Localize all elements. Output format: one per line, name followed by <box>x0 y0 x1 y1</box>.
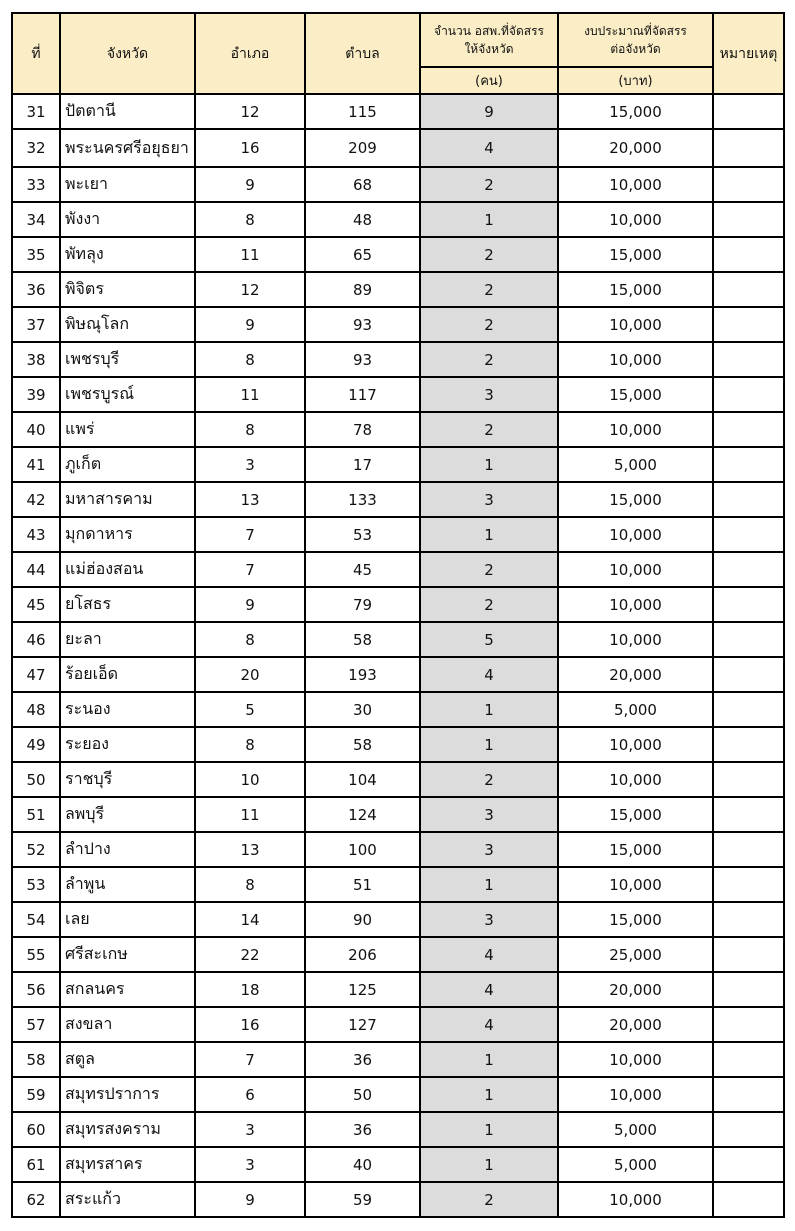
cell-volunteers: 9 <box>420 94 558 129</box>
cell-remark <box>713 727 784 762</box>
table-row <box>12 587 784 622</box>
cell-subdistrict: 125 <box>305 972 420 1007</box>
cell-budget: 10,000 <box>558 552 713 587</box>
cell-volunteers: 1 <box>420 1147 558 1182</box>
allocation-table <box>11 12 785 1218</box>
cell-subdistrict: 124 <box>305 797 420 832</box>
cell-subdistrict: 30 <box>305 692 420 727</box>
cell-district: 3 <box>195 1112 305 1147</box>
cell-remark <box>713 587 784 622</box>
cell-volunteers: 2 <box>420 342 558 377</box>
cell-remark <box>713 972 784 1007</box>
cell-subdistrict: 50 <box>305 1077 420 1112</box>
cell-no: 44 <box>12 552 60 587</box>
cell-remark <box>713 762 784 797</box>
table-row <box>12 622 784 657</box>
cell-subdistrict: 117 <box>305 377 420 412</box>
cell-budget: 10,000 <box>558 587 713 622</box>
cell-remark <box>713 937 784 972</box>
table-row <box>12 692 784 727</box>
cell-volunteers: 3 <box>420 902 558 937</box>
cell-remark <box>713 412 784 447</box>
cell-district: 12 <box>195 272 305 307</box>
cell-district: 8 <box>195 342 305 377</box>
cell-remark <box>713 129 784 167</box>
cell-budget: 15,000 <box>558 237 713 272</box>
cell-district: 16 <box>195 1007 305 1042</box>
cell-remark <box>713 1007 784 1042</box>
cell-no: 33 <box>12 167 60 202</box>
table-row <box>12 237 784 272</box>
cell-district: 8 <box>195 202 305 237</box>
cell-subdistrict: 100 <box>305 832 420 867</box>
cell-subdistrict: 89 <box>305 272 420 307</box>
cell-no: 56 <box>12 972 60 1007</box>
header-remark: หมายเหตุ <box>713 13 784 94</box>
cell-remark <box>713 94 784 129</box>
cell-no: 41 <box>12 447 60 482</box>
cell-remark <box>713 1147 784 1182</box>
cell-budget: 10,000 <box>558 1042 713 1077</box>
table-row <box>12 412 784 447</box>
table-row <box>12 1112 784 1147</box>
cell-province: พิจิตร <box>60 272 195 307</box>
cell-budget: 20,000 <box>558 657 713 692</box>
table-row <box>12 972 784 1007</box>
cell-district: 9 <box>195 1182 305 1217</box>
cell-no: 37 <box>12 307 60 342</box>
cell-remark <box>713 552 784 587</box>
cell-no: 52 <box>12 832 60 867</box>
header-subdistrict: ตำบล <box>305 13 420 94</box>
table-row <box>12 1007 784 1042</box>
cell-district: 18 <box>195 972 305 1007</box>
cell-province: ระยอง <box>60 727 195 762</box>
cell-province: เพชรบุรี <box>60 342 195 377</box>
cell-no: 43 <box>12 517 60 552</box>
cell-province: ร้อยเอ็ด <box>60 657 195 692</box>
cell-no: 49 <box>12 727 60 762</box>
cell-budget: 25,000 <box>558 937 713 972</box>
cell-district: 13 <box>195 482 305 517</box>
cell-no: 53 <box>12 867 60 902</box>
header-volunteers-line2: ให้จังหวัด <box>464 42 514 56</box>
cell-district: 10 <box>195 762 305 797</box>
cell-no: 34 <box>12 202 60 237</box>
cell-remark <box>713 202 784 237</box>
cell-no: 39 <box>12 377 60 412</box>
cell-volunteers: 3 <box>420 797 558 832</box>
cell-province: ยะลา <box>60 622 195 657</box>
cell-no: 54 <box>12 902 60 937</box>
table-row <box>12 447 784 482</box>
cell-budget: 10,000 <box>558 342 713 377</box>
cell-district: 9 <box>195 587 305 622</box>
cell-province: สกลนคร <box>60 972 195 1007</box>
header-no: ที่ <box>12 13 60 94</box>
table-row <box>12 867 784 902</box>
header-volunteers-unit: (คน) <box>420 67 558 94</box>
header-budget-line1: งบประมาณที่จัดสรร <box>584 24 687 38</box>
cell-budget: 10,000 <box>558 307 713 342</box>
cell-volunteers: 2 <box>420 587 558 622</box>
header-budget <box>558 13 713 67</box>
cell-volunteers: 5 <box>420 622 558 657</box>
table-row <box>12 272 784 307</box>
cell-volunteers: 1 <box>420 867 558 902</box>
cell-volunteers: 1 <box>420 517 558 552</box>
table-row <box>12 657 784 692</box>
cell-remark <box>713 692 784 727</box>
header-volunteers-line1: จำนวน อสพ.ที่จัดสรร <box>434 24 544 38</box>
cell-no: 55 <box>12 937 60 972</box>
cell-district: 7 <box>195 1042 305 1077</box>
cell-volunteers: 3 <box>420 377 558 412</box>
cell-province: สมุทรสาคร <box>60 1147 195 1182</box>
cell-subdistrict: 90 <box>305 902 420 937</box>
cell-budget: 10,000 <box>558 1182 713 1217</box>
cell-province: แม่ฮ่องสอน <box>60 552 195 587</box>
cell-province: แพร่ <box>60 412 195 447</box>
table-row <box>12 517 784 552</box>
cell-province: ราชบุรี <box>60 762 195 797</box>
cell-volunteers: 1 <box>420 447 558 482</box>
cell-subdistrict: 65 <box>305 237 420 272</box>
table-row <box>12 902 784 937</box>
cell-remark <box>713 657 784 692</box>
cell-subdistrict: 115 <box>305 94 420 129</box>
cell-remark <box>713 342 784 377</box>
cell-district: 12 <box>195 94 305 129</box>
cell-remark <box>713 1112 784 1147</box>
cell-district: 11 <box>195 237 305 272</box>
table-row <box>12 342 784 377</box>
cell-subdistrict: 127 <box>305 1007 420 1042</box>
cell-budget: 20,000 <box>558 972 713 1007</box>
cell-no: 35 <box>12 237 60 272</box>
cell-no: 51 <box>12 797 60 832</box>
cell-province: ปัตตานี <box>60 94 195 129</box>
cell-budget: 10,000 <box>558 727 713 762</box>
cell-remark <box>713 902 784 937</box>
cell-province: มุกดาหาร <box>60 517 195 552</box>
cell-subdistrict: 48 <box>305 202 420 237</box>
table-row <box>12 832 784 867</box>
cell-no: 62 <box>12 1182 60 1217</box>
cell-budget: 15,000 <box>558 272 713 307</box>
cell-province: ภูเก็ต <box>60 447 195 482</box>
cell-province: พัทลุง <box>60 237 195 272</box>
cell-volunteers: 1 <box>420 1042 558 1077</box>
cell-district: 5 <box>195 692 305 727</box>
cell-province: พังงา <box>60 202 195 237</box>
cell-subdistrict: 133 <box>305 482 420 517</box>
cell-remark <box>713 797 784 832</box>
header-province: จังหวัด <box>60 13 195 94</box>
cell-budget: 10,000 <box>558 167 713 202</box>
table-row <box>12 552 784 587</box>
table-row <box>12 797 784 832</box>
cell-subdistrict: 104 <box>305 762 420 797</box>
cell-budget: 5,000 <box>558 692 713 727</box>
cell-no: 50 <box>12 762 60 797</box>
cell-district: 8 <box>195 727 305 762</box>
cell-subdistrict: 209 <box>305 129 420 167</box>
cell-subdistrict: 79 <box>305 587 420 622</box>
cell-budget: 5,000 <box>558 447 713 482</box>
cell-budget: 10,000 <box>558 867 713 902</box>
cell-district: 20 <box>195 657 305 692</box>
cell-remark <box>713 237 784 272</box>
cell-no: 58 <box>12 1042 60 1077</box>
table-row <box>12 202 784 237</box>
cell-province: พิษณุโลก <box>60 307 195 342</box>
cell-budget: 10,000 <box>558 1077 713 1112</box>
cell-budget: 10,000 <box>558 202 713 237</box>
cell-remark <box>713 447 784 482</box>
cell-remark <box>713 307 784 342</box>
cell-subdistrict: 59 <box>305 1182 420 1217</box>
cell-remark <box>713 1077 784 1112</box>
cell-volunteers: 2 <box>420 167 558 202</box>
cell-volunteers: 1 <box>420 202 558 237</box>
cell-district: 8 <box>195 867 305 902</box>
cell-province: สมุทรสงคราม <box>60 1112 195 1147</box>
cell-subdistrict: 53 <box>305 517 420 552</box>
cell-province: ลำปาง <box>60 832 195 867</box>
cell-subdistrict: 68 <box>305 167 420 202</box>
cell-budget: 10,000 <box>558 517 713 552</box>
cell-budget: 20,000 <box>558 129 713 167</box>
cell-volunteers: 2 <box>420 272 558 307</box>
cell-district: 22 <box>195 937 305 972</box>
cell-province: เลย <box>60 902 195 937</box>
cell-budget: 15,000 <box>558 902 713 937</box>
table-row <box>12 307 784 342</box>
cell-no: 36 <box>12 272 60 307</box>
table-row <box>12 1042 784 1077</box>
cell-budget: 15,000 <box>558 482 713 517</box>
cell-district: 3 <box>195 1147 305 1182</box>
cell-remark <box>713 832 784 867</box>
table-row <box>12 1182 784 1217</box>
cell-no: 47 <box>12 657 60 692</box>
cell-subdistrict: 206 <box>305 937 420 972</box>
cell-province: สตูล <box>60 1042 195 1077</box>
cell-no: 59 <box>12 1077 60 1112</box>
cell-volunteers: 2 <box>420 307 558 342</box>
cell-remark <box>713 167 784 202</box>
cell-no: 31 <box>12 94 60 129</box>
cell-subdistrict: 51 <box>305 867 420 902</box>
cell-budget: 5,000 <box>558 1147 713 1182</box>
cell-remark <box>713 377 784 412</box>
cell-no: 32 <box>12 129 60 167</box>
cell-no: 38 <box>12 342 60 377</box>
header-district: อำเภอ <box>195 13 305 94</box>
cell-no: 46 <box>12 622 60 657</box>
cell-volunteers: 2 <box>420 552 558 587</box>
cell-district: 9 <box>195 167 305 202</box>
table-row <box>12 762 784 797</box>
table-row <box>12 167 784 202</box>
cell-remark <box>713 517 784 552</box>
cell-volunteers: 2 <box>420 237 558 272</box>
table-row <box>12 482 784 517</box>
table-row <box>12 94 784 129</box>
table-row <box>12 727 784 762</box>
header-budget-unit: (บาท) <box>558 67 713 94</box>
cell-subdistrict: 193 <box>305 657 420 692</box>
header-budget-line2: ต่อจังหวัด <box>610 42 661 56</box>
cell-province: พะเยา <box>60 167 195 202</box>
cell-budget: 15,000 <box>558 832 713 867</box>
cell-subdistrict: 58 <box>305 622 420 657</box>
cell-no: 42 <box>12 482 60 517</box>
cell-province: ลำพูน <box>60 867 195 902</box>
cell-province: ศรีสะเกษ <box>60 937 195 972</box>
cell-volunteers: 4 <box>420 129 558 167</box>
cell-volunteers: 2 <box>420 1182 558 1217</box>
cell-province: ระนอง <box>60 692 195 727</box>
cell-volunteers: 1 <box>420 1077 558 1112</box>
cell-subdistrict: 58 <box>305 727 420 762</box>
cell-volunteers: 1 <box>420 692 558 727</box>
cell-budget: 5,000 <box>558 1112 713 1147</box>
cell-budget: 20,000 <box>558 1007 713 1042</box>
cell-district: 14 <box>195 902 305 937</box>
cell-subdistrict: 17 <box>305 447 420 482</box>
cell-subdistrict: 45 <box>305 552 420 587</box>
cell-budget: 15,000 <box>558 377 713 412</box>
cell-district: 3 <box>195 447 305 482</box>
cell-district: 13 <box>195 832 305 867</box>
cell-budget: 15,000 <box>558 94 713 129</box>
cell-subdistrict: 93 <box>305 307 420 342</box>
cell-province: ยโสธร <box>60 587 195 622</box>
cell-remark <box>713 622 784 657</box>
table-row <box>12 1147 784 1182</box>
cell-district: 7 <box>195 517 305 552</box>
cell-district: 11 <box>195 797 305 832</box>
cell-district: 11 <box>195 377 305 412</box>
cell-province: สมุทรปราการ <box>60 1077 195 1112</box>
cell-remark <box>713 867 784 902</box>
cell-no: 61 <box>12 1147 60 1182</box>
cell-no: 57 <box>12 1007 60 1042</box>
cell-budget: 10,000 <box>558 622 713 657</box>
cell-province: เพชรบูรณ์ <box>60 377 195 412</box>
cell-volunteers: 2 <box>420 762 558 797</box>
cell-district: 7 <box>195 552 305 587</box>
cell-subdistrict: 36 <box>305 1042 420 1077</box>
cell-budget: 10,000 <box>558 762 713 797</box>
cell-volunteers: 3 <box>420 482 558 517</box>
cell-remark <box>713 1042 784 1077</box>
cell-no: 45 <box>12 587 60 622</box>
table-row <box>12 937 784 972</box>
cell-volunteers: 1 <box>420 1112 558 1147</box>
cell-province: พระนครศรีอยุธยา <box>60 129 195 167</box>
table-row <box>12 129 784 167</box>
cell-volunteers: 3 <box>420 832 558 867</box>
cell-district: 6 <box>195 1077 305 1112</box>
cell-budget: 15,000 <box>558 797 713 832</box>
cell-province: สงขลา <box>60 1007 195 1042</box>
cell-district: 8 <box>195 622 305 657</box>
cell-no: 60 <box>12 1112 60 1147</box>
cell-volunteers: 1 <box>420 727 558 762</box>
cell-remark <box>713 482 784 517</box>
cell-subdistrict: 36 <box>305 1112 420 1147</box>
cell-district: 8 <box>195 412 305 447</box>
cell-district: 9 <box>195 307 305 342</box>
table-row <box>12 1077 784 1112</box>
cell-volunteers: 4 <box>420 1007 558 1042</box>
cell-district: 16 <box>195 129 305 167</box>
header-volunteers <box>420 13 558 67</box>
cell-no: 40 <box>12 412 60 447</box>
cell-volunteers: 2 <box>420 412 558 447</box>
cell-subdistrict: 78 <box>305 412 420 447</box>
cell-remark <box>713 1182 784 1217</box>
cell-volunteers: 4 <box>420 657 558 692</box>
cell-volunteers: 4 <box>420 937 558 972</box>
cell-province: ลพบุรี <box>60 797 195 832</box>
cell-budget: 10,000 <box>558 412 713 447</box>
cell-subdistrict: 93 <box>305 342 420 377</box>
cell-province: มหาสารคาม <box>60 482 195 517</box>
cell-remark <box>713 272 784 307</box>
cell-volunteers: 4 <box>420 972 558 1007</box>
cell-no: 48 <box>12 692 60 727</box>
table-row <box>12 377 784 412</box>
cell-province: สระแก้ว <box>60 1182 195 1217</box>
cell-subdistrict: 40 <box>305 1147 420 1182</box>
